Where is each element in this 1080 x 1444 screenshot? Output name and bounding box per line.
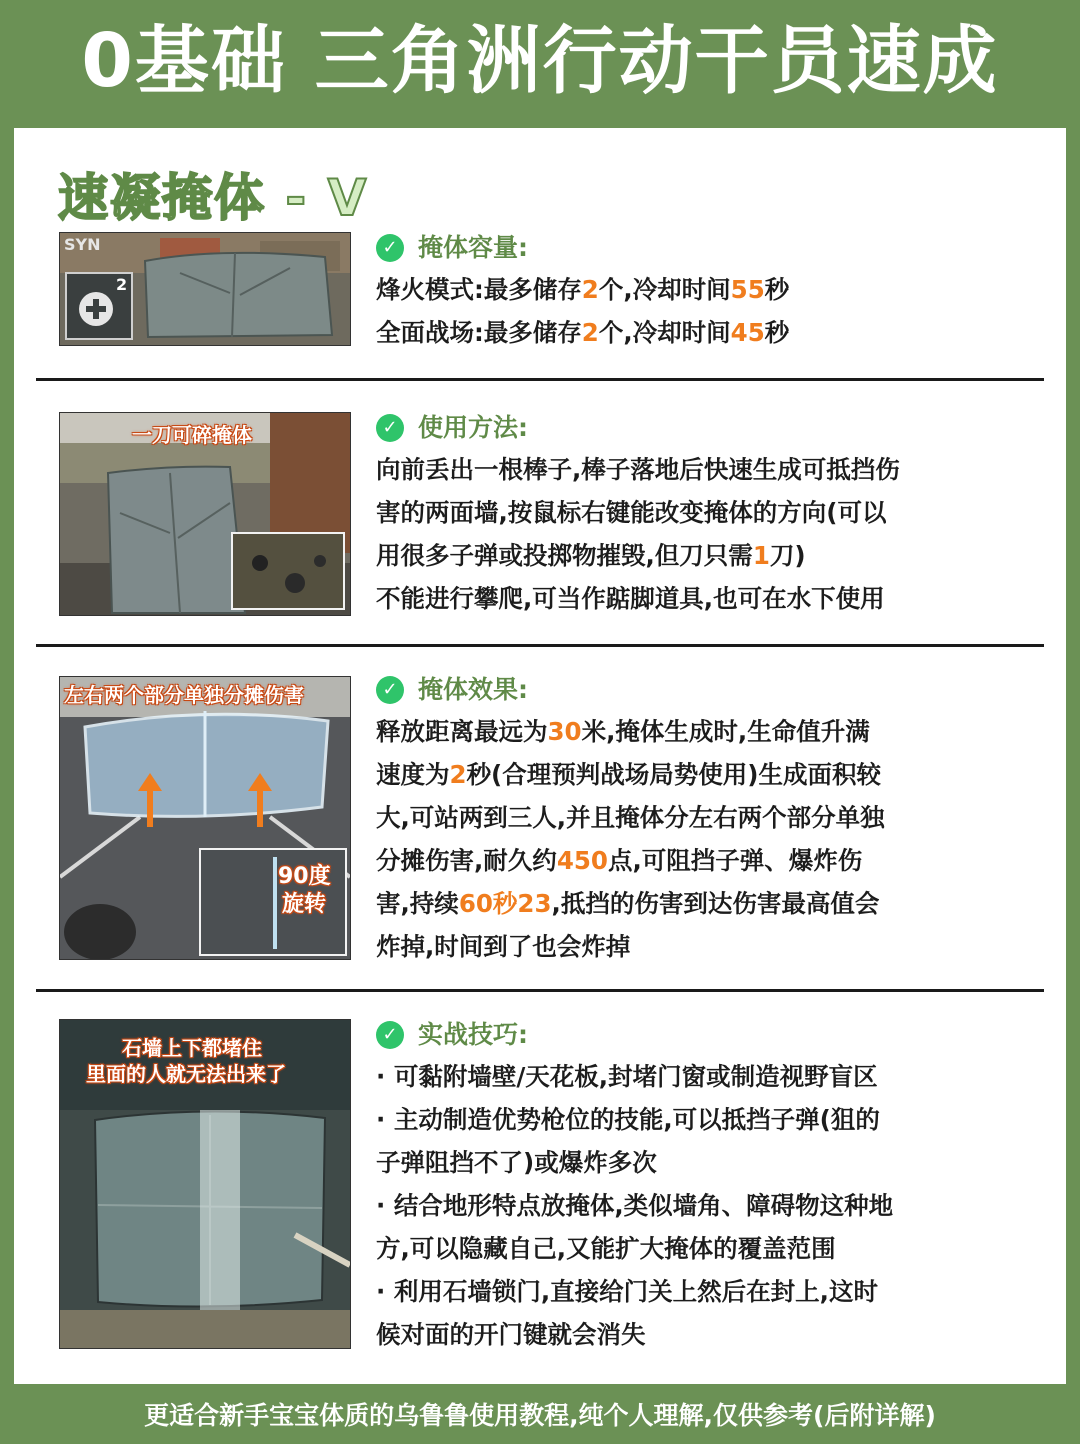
body-text: 大,可站两到三人,并且掩体分左右两个部分单独	[376, 803, 885, 832]
divider	[36, 378, 1044, 381]
body-text: · 利用石墙锁门,直接给门关上然后在封上,这时	[376, 1277, 878, 1306]
body-text: 不能进行攀爬,可当作踮脚道具,也可在水下使用	[376, 584, 885, 613]
body-line	[376, 268, 1026, 311]
body-line	[376, 577, 1026, 620]
body-line	[376, 753, 1026, 796]
highlight-value: 2	[581, 275, 599, 304]
body-text: 候对面的开门键就会消失	[376, 1320, 646, 1349]
highlight-value: 30	[547, 717, 582, 746]
one-slash-label: 一刀可碎掩体	[132, 423, 252, 447]
capacity-heading-label: 掩体容量:	[418, 233, 528, 262]
body-text: ,抵挡的伤害到达伤害最高值会	[551, 889, 880, 918]
highlight-value: 60秒23	[458, 889, 552, 918]
effect-heading-label: 掩体效果:	[418, 675, 528, 704]
body-line	[376, 1184, 1026, 1227]
body-line	[376, 1227, 1026, 1270]
body-text: 用很多子弹或投掷物摧毁,但刀只需	[376, 541, 753, 570]
highlight-value: 1	[752, 541, 770, 570]
wall-block-label-1: 石墙上下都堵住	[122, 1036, 262, 1060]
effect-heading	[376, 670, 1026, 710]
check-icon: ✓	[376, 234, 404, 262]
body-text: 秒	[764, 318, 790, 347]
body-text: 烽火模式:最多储存	[376, 275, 582, 304]
body-text: 秒	[764, 275, 790, 304]
body-text: 速度为	[376, 760, 450, 789]
body-text: 全面战场:最多储存	[376, 318, 582, 347]
body-text: 刀)	[769, 541, 806, 570]
body-text: 向前丢出一根棒子,棒子落地后快速生成可抵挡伤	[376, 455, 900, 484]
body-line	[376, 491, 1026, 534]
body-text: 点,可阻挡子弹、爆炸伤	[607, 846, 863, 875]
skill-title: 速凝掩体 - V	[58, 169, 369, 227]
capacity-body	[376, 268, 1026, 354]
body-line	[376, 882, 1026, 925]
tips-heading-label: 实战技巧:	[418, 1020, 528, 1049]
body-text: 子弹阻挡不了)或爆炸多次	[376, 1148, 657, 1177]
usage-body	[376, 448, 1026, 620]
body-line	[376, 1141, 1026, 1184]
body-line	[376, 534, 1026, 577]
footer-note: 更适合新手宝宝体质的乌鲁鲁使用教程,纯个人理解,仅供参考(后附详解)	[144, 1401, 936, 1430]
body-text: 个,冷却时间	[598, 318, 731, 347]
check-icon: ✓	[376, 676, 404, 704]
body-text: 释放距离最远为	[376, 717, 548, 746]
body-line	[376, 1313, 1026, 1356]
wall-block-label-2: 里面的人就无法出来了	[86, 1062, 286, 1086]
usage-text	[376, 408, 1026, 620]
page-title: 0基础 三角洲行动干员速成	[81, 18, 999, 104]
highlight-value: 45	[730, 318, 765, 347]
capacity-text	[376, 228, 1026, 354]
body-line	[376, 710, 1026, 753]
usage-heading-label: 使用方法:	[418, 413, 528, 442]
tips-text	[376, 1015, 1026, 1356]
body-text: 分摊伤害,耐久约	[376, 846, 557, 875]
tips-heading	[376, 1015, 1026, 1055]
body-text: · 可黏附墙壁/天花板,封堵门窗或制造视野盲区	[376, 1062, 878, 1091]
rotate-degree-label: 90度	[278, 864, 331, 889]
body-line	[376, 925, 1026, 968]
divider	[36, 989, 1044, 992]
body-line	[376, 1098, 1026, 1141]
body-text: 方,可以隐藏自己,又能扩大掩体的覆盖范围	[376, 1234, 836, 1263]
highlight-value: 2	[449, 760, 467, 789]
effect-screenshot	[59, 676, 351, 960]
syn-label: SYN	[64, 235, 101, 254]
body-text: 米,掩体生成时,生命值升满	[581, 717, 870, 746]
usage-heading	[376, 408, 1026, 448]
divider	[36, 644, 1044, 647]
body-line	[376, 839, 1026, 882]
content-card	[14, 128, 1066, 1384]
usage-screenshot	[59, 412, 351, 616]
body-text: · 主动制造优势枪位的技能,可以抵挡子弹(狙的	[376, 1105, 880, 1134]
body-text: 害,持续	[376, 889, 459, 918]
tips-screenshot	[59, 1019, 351, 1349]
body-line	[376, 311, 1026, 354]
check-icon: ✓	[376, 1021, 404, 1049]
body-line	[376, 1270, 1026, 1313]
highlight-value: 55	[730, 275, 765, 304]
body-text: 炸掉,时间到了也会炸掉	[376, 932, 631, 961]
body-text: · 结合地形特点放掩体,类似墙角、障碍物这种地	[376, 1191, 894, 1220]
split-damage-label: 左右两个部分单独分摊伤害	[64, 683, 304, 707]
effect-body	[376, 710, 1026, 968]
charge-count-label: 2	[116, 275, 128, 294]
body-line	[376, 796, 1026, 839]
effect-text	[376, 670, 1026, 968]
check-icon: ✓	[376, 414, 404, 442]
body-text: 害的两面墙,按鼠标右键能改变掩体的方向(可以	[376, 498, 887, 527]
body-line	[376, 1055, 1026, 1098]
body-text: 秒(合理预判战场局势使用)生成面积较	[466, 760, 881, 789]
tips-body	[376, 1055, 1026, 1356]
capacity-heading	[376, 228, 1026, 268]
body-line	[376, 448, 1026, 491]
body-text: 个,冷却时间	[598, 275, 731, 304]
rotate-label: 旋转	[282, 892, 327, 917]
capacity-screenshot	[59, 232, 351, 346]
highlight-value: 2	[581, 318, 599, 347]
highlight-value: 450	[556, 846, 608, 875]
